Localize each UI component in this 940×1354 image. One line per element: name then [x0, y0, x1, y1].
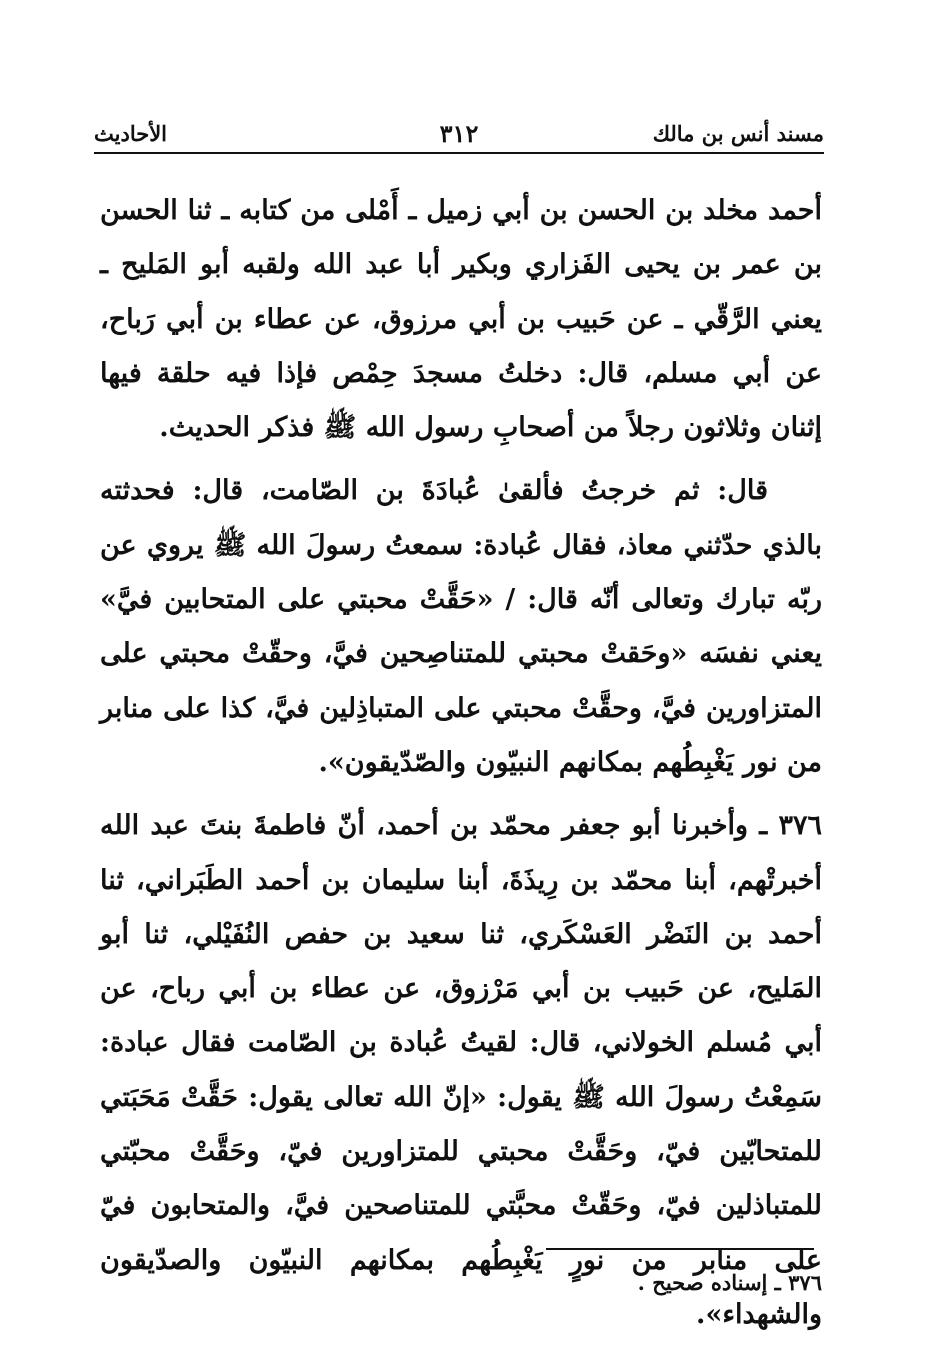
running-title: مسند أنس بن مالك — [652, 121, 824, 146]
section-title: الأحاديث — [94, 121, 168, 146]
page-header — [94, 112, 824, 154]
paragraph: ٣٧٦ ـ وأخبرنا أبو جعفر محمّد بن أحمد، أنّ فاطمةَ بنتَ عبد الله أخبرتْهم، أبنا محمّد بن رِيذَةَ، أبنا سليمان بن أحمد الطَبَراني، ثنا أحمد بن النَضْر العَسْكَري، ثنا سعيد بن حفص النُفَيْلي، ثنا أبو المَليح، عن حَبيب بن أبي مَرْزوق، عن عطاء بن أبي رباح، عن أبي مُسلم الخولاني، قال: لقيتُ عُبادة بن الصّامت فقال عبادة: سَمِعْتُ رسولَ الله ﷺ يقول: «إنّ الله تعالى يقول: حَقَّتْ مَحَبَتي للمتحابّين فيّ، وحَقَّتْ محبتي للمتزاورين فيّ، وحَقَّتْ محبّتي للمتباذلين فيّ، وحَقّتْ محبَّتي للمتناصحين فيَّ، والمتحابون فيّ على منابر من نورٍ يَغْبِطُهم بمكانهم النبيّون والصدّيقون والشهداء». — [100, 810, 822, 1330]
footnote: ٣٧٦ ـ إسناده صحيح . — [637, 1270, 822, 1295]
header-rule — [94, 152, 824, 154]
paragraph: أحمد مخلد بن الحسن بن أبي زميل ـ أَمْلى من كتابه ـ ثنا الحسن بن عمر بن يحيى الفَزاري وبكير أبا عبد الله ولقبه أبو المَليح ـ يعني الرَّقّي ـ عن حَبيب بن أبي مرزوق، عن عطاء بن أبي رَباح، عن أبي مسلم، قال: دخلتُ مسجدَ حِمْص فإذا فيه حلقة فيها إثنان وثلاثون رجلاً من أصحابِ رسول الله ﷺ فذكر الحديث. — [100, 195, 822, 444]
page-number: ٣١٢ — [439, 119, 479, 148]
main-text — [100, 184, 822, 1342]
paragraph: قال: ثم خرجتُ فألقىٰ عُبادَةَ بن الصّامت، قال: فحدثته بالذي حدّثني معاذ، فقال عُبادة: سمعتُ رسولَ الله ﷺ يروي عن ربّه تبارك وتعالى أنّه قال: / «حَقَّتْ محبتي على المتحابين فيَّ» يعني نفسَه «وحَقتْ محبتي للمتناصِحين فيَّ، وحقّتْ محبتي على المتزاورين فيَّ، وحقَّتْ محبتي على المتباذِلين فيَّ، كذا على منابر من نور يَغْبِطُهم بمكانهم النبيّون والصّدّيقون». — [100, 475, 822, 778]
footnote-rule — [546, 1248, 814, 1250]
